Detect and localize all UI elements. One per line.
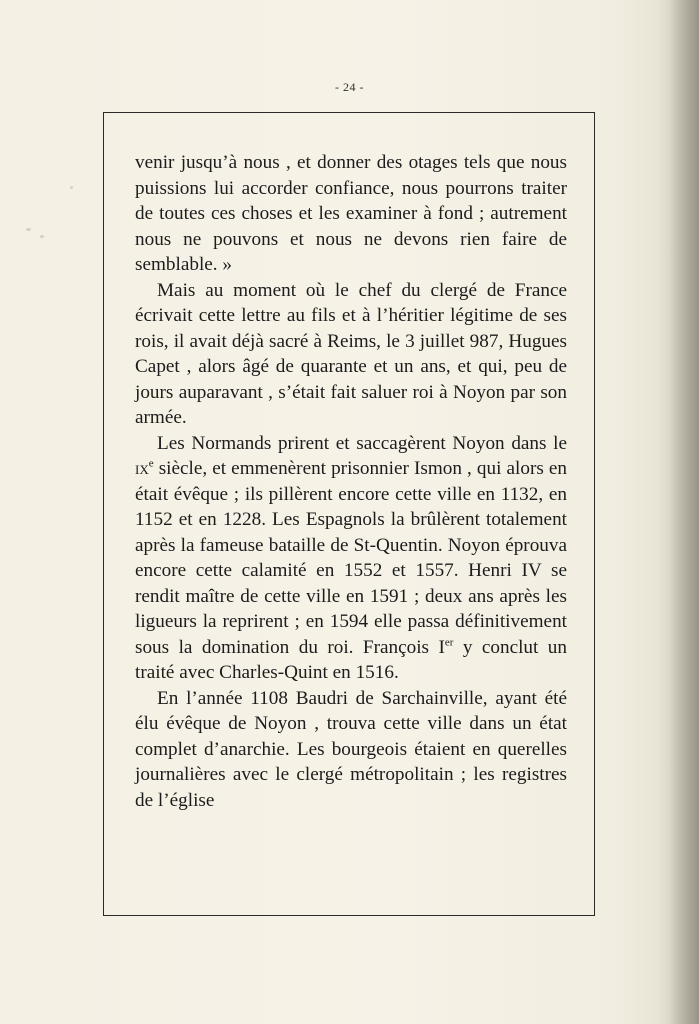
paragraph-normands-text-before: Les Normands prirent et saccagèrent Noyon dans le [157, 432, 567, 454]
roman-century: ix [135, 458, 149, 479]
paragraph-normands-text-after: siècle, et emmenèrent prisonnier Ismon , qui alors en était évêque ; ils pillèrent encore cette ville en 1132, en 1152 et en 1228. Les Espagnols la brûlèrent totalement après la fameuse bataille de St-Quentin. Noyon éprouva encore cette calamité en 1552 et 1557. Henri IV se rendit maître de cette ville en 1591 ; deux ans après les ligueurs la reprirent ; en 1594 elle passa définitivement sous la domination du roi. François I [135, 458, 567, 658]
century-suffix: e [148, 457, 154, 470]
paper-speck [70, 186, 73, 189]
paragraph-clergy-letter: Mais au moment où le chef du clergé de France écrivait cette lettre au fils et à l’héritier légitime de ses rois, il avait déjà sacré à Reims, le 3 juillet 987, Hugues Capet , alors âgé de quarante et un ans, et qui, peu de jours auparavant , s’était fait saluer roi à Noyon par son armée. [135, 279, 567, 428]
paragraph-normands [135, 431, 567, 686]
paper-speck [26, 228, 31, 231]
paragraph-baudri: En l’année 1108 Baudri de Sarchainville, ayant été élu évêque de Noyon , trouva cette ville dans un état complet d’anarchie. Les bourgeois étaient en querelles journalières avec le clergé métropolitain ; les registres de l’église [135, 687, 567, 811]
page-text [135, 150, 567, 813]
page-number: - 24 - [335, 80, 364, 94]
book-gutter-shadow [669, 0, 699, 1024]
paragraph-normands-text-end: y conclut un traité avec Charles-Quint en 1516. [135, 636, 567, 683]
ordinal-suffix: er [444, 636, 454, 649]
paper-speck [40, 235, 44, 238]
paragraph-continuation: venir jusqu’à nous , et donner des otages tels que nous puissions lui accorder confiance, nous pourrons traiter de toutes ces choses et les examiner à fond ; autrement nous ne pouvons et nous ne devons rien faire de semblable. » [135, 152, 567, 275]
